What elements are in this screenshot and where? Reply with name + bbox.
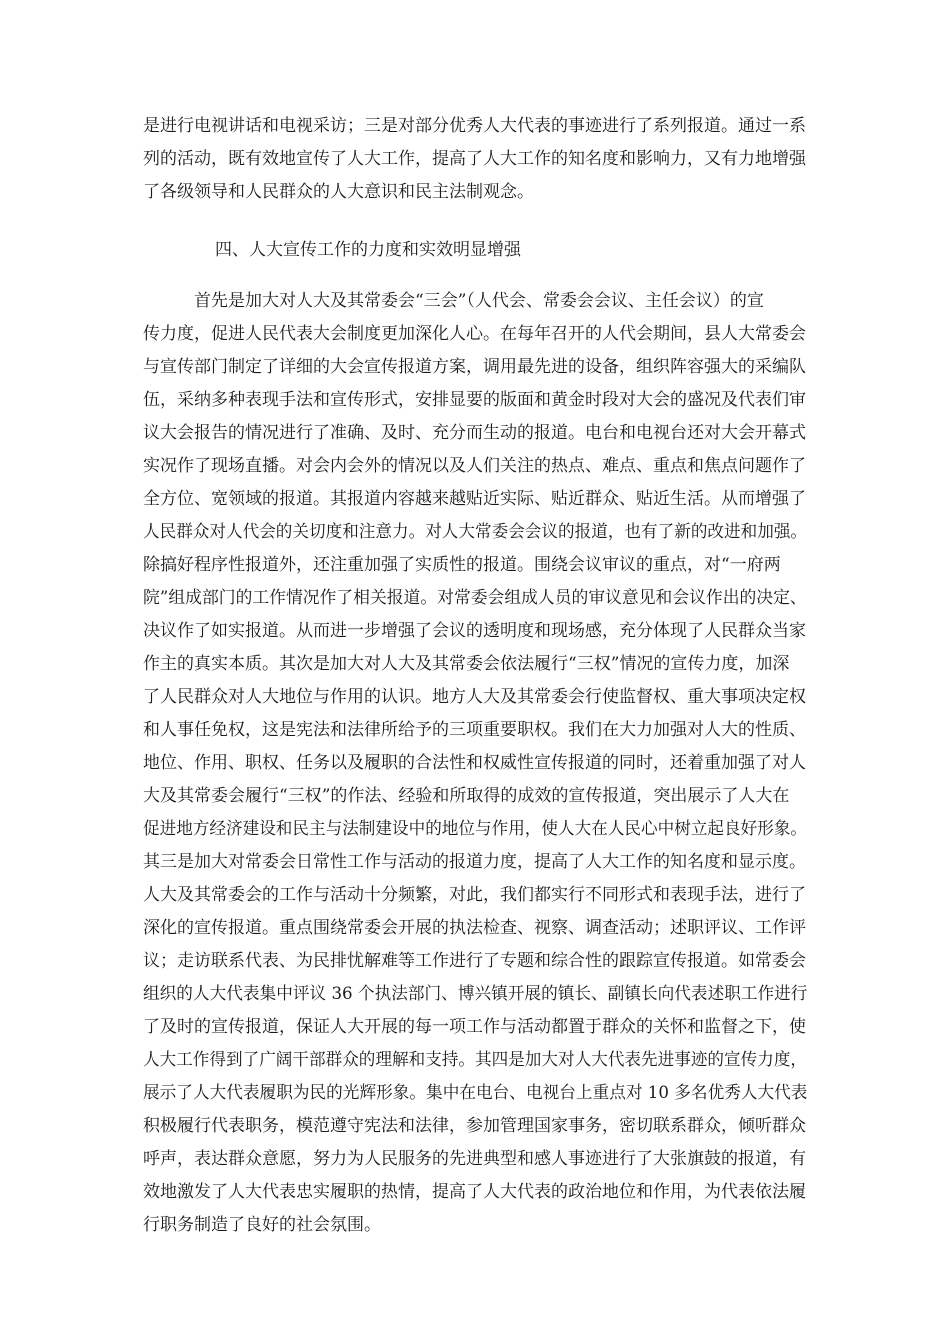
body-line-4: 伍，采纳多种表现手法和宣传形式，安排显要的版面和黄金时段对大会的盛况及代表们审: [143, 390, 806, 410]
body-line-6: 实况作了现场直播。对会内会外的情况以及人们关注的热点、难点、重点和焦点问题作了: [143, 456, 806, 476]
body-line-24: 人大工作得到了广阔干部群众的理解和支持。其四是加大对人大代表先进事迹的宣传力度，: [143, 1050, 808, 1070]
body-line-8: 人民群众对人代会的关切度和注意力。对人大常委会会议的报道，也有了新的改进和加强。: [143, 522, 808, 542]
body-line-1: 首先是加大对人大及其常委会“三会”（人代会、常委会会议、主任会议）的宣: [143, 291, 764, 311]
body-line-18: 其三是加大对常委会日常性工作与活动的报道力度，提高了人大工作的知名度和显示度。: [143, 852, 806, 872]
body-line-5: 议大会报告的情况进行了准确、及时、充分而生动的报道。电台和电视台还对大会开幕式: [143, 423, 806, 443]
body-line-25: 展示了人大代表履职为民的光辉形象。集中在电台、电视台上重点对 10 多名优秀人大代表: [143, 1083, 808, 1103]
body-line-22: 组织的人大代表集中评议 36 个执法部门、博兴镇开展的镇长、副镇长向代表述职工作进行: [143, 984, 808, 1004]
body-line-7: 全方位、宽领域的报道。其报道内容越来越贴近实际、贴近群众、贴近生活。从而增强了: [143, 489, 806, 509]
intro-line-2: 列的活动，既有效地宣传了人大工作，提高了人大工作的知名度和影响力，又有力地增强: [143, 149, 806, 169]
body-line-17: 促进地方经济建设和民主与法制建设中的地位与作用，使人大在人民心中树立起良好形象。: [143, 819, 808, 839]
body-line-2: 传力度，促进人民代表大会制度更加深化人心。在每年召开的人代会期间，县人大常委会: [143, 324, 806, 344]
body-line-20: 深化的宣传报道。重点围绕常委会开展的执法检查、视察、调查活动；述职评议、工作评: [143, 918, 806, 938]
body-line-29: 行职务制造了良好的社会氛围。: [143, 1215, 381, 1235]
body-line-23: 了及时的宣传报道，保证人大开展的每一项工作与活动都置于群众的关怀和监督之下，使: [143, 1017, 806, 1037]
body-line-15: 地位、作用、职权、任务以及履职的合法性和权威性宣传报道的同时，还着重加强了对人: [143, 753, 806, 773]
body-line-14: 和人事任免权，这是宪法和法律所给予的三项重要职权。我们在大力加强对人大的性质、: [143, 720, 806, 740]
intro-line-3: 了各级领导和人民群众的人大意识和民主法制观念。: [143, 182, 534, 202]
body-line-9: 除搞好程序性报道外，还注重加强了实质性的报道。围绕会议审议的重点，对“一府两: [143, 555, 781, 575]
body-line-3: 与宣传部门制定了详细的大会宣传报道方案，调用最先进的设备，组织阵容强大的采编队: [143, 357, 806, 377]
body-line-21: 议；走访联系代表、为民排忧解难等工作进行了专题和综合性的跟踪宣传报道。如常委会: [143, 951, 806, 971]
body-line-27: 呼声，表达群众意愿，努力为人民服务的先进典型和感人事迹进行了大张旗鼓的报道，有: [143, 1149, 806, 1169]
body-line-11: 决议作了如实报道。从而进一步增强了会议的透明度和现场感，充分体现了人民群众当家: [143, 621, 806, 641]
body-line-28: 效地激发了人大代表忠实履职的热情，提高了人大代表的政治地位和作用，为代表依法履: [143, 1182, 806, 1202]
body-line-13: 了人民群众对人大地位与作用的认识。地方人大及其常委会行使监督权、重大事项决定权: [143, 687, 806, 707]
body-line-16: 大及其常委会履行“三权”的作法、经验和所取得的成效的宣传报道，突出展示了人大在: [143, 786, 790, 806]
body-line-10: 院”组成部门的工作情况作了相关报道。对常委会组成人员的审议意见和会议作出的决定、: [143, 588, 807, 608]
body-line-19: 人大及其常委会的工作与活动十分频繁，对此，我们都实行不同形式和表现手法，进行了: [143, 885, 806, 905]
intro-line-1: 是进行电视讲话和电视采访；三是对部分优秀人大代表的事迹进行了系列报道。通过一系: [143, 116, 806, 136]
body-line-26: 积极履行代表职务，模范遵守宪法和法律，参加管理国家事务，密切联系群众，倾听群众: [143, 1116, 806, 1136]
body-line-12: 作主的真实本质。其次是加大对人大及其常委会依法履行“三权”情况的宣传力度，加深: [143, 654, 790, 674]
section-heading: 四、人大宣传工作的力度和实效明显增强: [215, 240, 521, 260]
